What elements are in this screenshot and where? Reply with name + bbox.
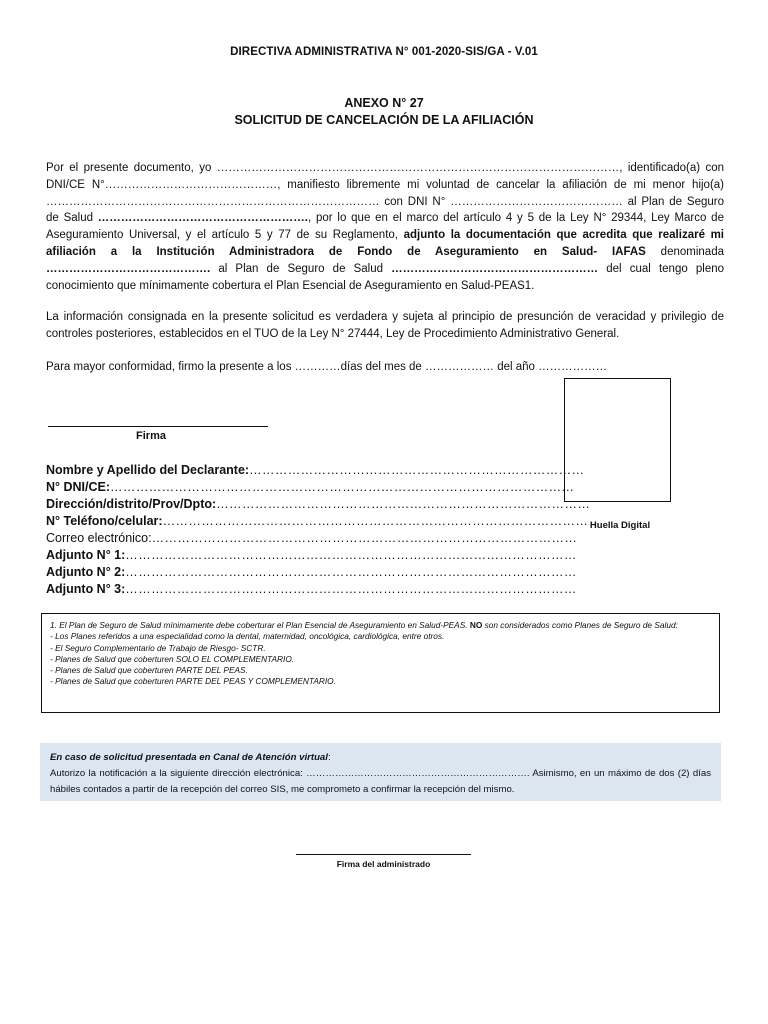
annex-number: ANEXO N° 27	[344, 96, 424, 110]
field-label: Correo electrónico:	[46, 531, 152, 545]
signature-line	[48, 426, 268, 427]
field-name[interactable]	[46, 462, 585, 479]
field-email[interactable]	[46, 530, 578, 547]
admin-signature-label: Firma del administrado	[336, 859, 431, 869]
notes-intro-text-2: son considerados como Planes de Seguro de Salud:	[482, 620, 678, 630]
field-label: Adjunto N° 1:	[46, 548, 126, 562]
field-dni[interactable]	[46, 479, 575, 496]
field-blank: ……………………………………………………………………………………………	[125, 582, 577, 596]
virtual-title: En caso de solicitud presentada en Canal de Atención virtual	[50, 752, 328, 763]
fingerprint-label: Huella Digital	[589, 520, 651, 531]
field-attachment-3[interactable]	[46, 581, 577, 598]
field-blank: ………………………………………………………………………………………	[151, 531, 578, 545]
field-label: N° Teléfono/celular:	[46, 514, 163, 528]
field-label: Adjunto N° 2:	[46, 565, 126, 579]
virtual-text: Autorizo la notificación a la siguiente dirección electrónica: ……………………………………………………………. Asimismo, en un máximo de dos (2) días hábiles contados a partir de la recepción del correo SIS, me comprometo a confirmar la recepción del mismo.	[50, 768, 711, 795]
declaration-text-3: denominada	[645, 245, 724, 258]
field-label: N° DNI/CE:	[46, 480, 111, 494]
field-label: Dirección/distrito/Prov/Dpto:	[46, 497, 217, 511]
notes-item: - El Seguro Complementario de Trabajo de Riesgo- SCTR.	[50, 642, 266, 653]
notes-item: - Planes de Salud que coberturen PARTE DEL PEAS Y COMPLEMENTARIO.	[50, 676, 336, 687]
signature-label: Firma	[136, 430, 166, 442]
notes-intro	[50, 620, 711, 631]
field-address[interactable]	[46, 496, 591, 513]
notes-intro-text-1: 1. El Plan de Seguro de Salud mínimamente debe coberturar el Plan Esencial de Aseguramiento en Salud-PEAS.	[50, 620, 470, 630]
field-label: Adjunto N° 3:	[46, 582, 126, 596]
notes-box	[41, 613, 720, 713]
conformity-paragraph: Para mayor conformidad, firmo la presente a los …………días del mes de ……………… del año ………………	[46, 361, 608, 373]
notes-item: - Planes de Salud que coberturen SOLO EL COMPLEMENTARIO.	[50, 653, 295, 664]
declaration-text-2: , por lo que en el marco del artículo 4 y 5 de la Ley N° 29344, Ley Marco de Aseguramiento Universal, y el artículo 5 y 77 de su Reglamento,	[46, 212, 724, 242]
field-blank: ……………………………………………………………………………………………	[125, 565, 577, 579]
field-blank: ……………………………………………………………………	[249, 463, 585, 477]
field-attachment-1[interactable]	[46, 547, 577, 564]
iafas-blank: …………………………………….	[46, 262, 211, 275]
field-blank: ………………………………………………………………………………………	[162, 514, 589, 528]
virtual-title-line	[50, 750, 711, 766]
fingerprint-box[interactable]	[564, 378, 671, 502]
directive-header: DIRECTIVA ADMINISTRATIVA N° 001-2020-SIS/GA - V.01	[230, 46, 538, 58]
declaration-text-1: Por el presente documento, yo ……………………………………………………………………………………………, identificado(a) con DNI/CE N°………………………………………, manifiesto libremente mi voluntad de cancelar la afiliación de mi menor hijo(a) …………………………………………………………………………… con DNI N° ……………………………………… al Plan de Seguro de Salud	[46, 162, 724, 225]
plan-blank-1: ……………………………………………….	[97, 212, 308, 225]
declaration-paragraph	[46, 160, 724, 294]
field-attachment-2[interactable]	[46, 564, 577, 581]
notes-item: - Los Planes referidos a una especialidad como la dental, maternidad, oncológica, cardiológica, entre otros.	[50, 631, 445, 642]
notes-item: - Planes de Salud que coberturen PARTE DEL PEAS.	[50, 665, 248, 676]
notes-intro-bold: NO	[469, 620, 483, 630]
field-phone[interactable]	[46, 513, 589, 530]
declaration-text-5: del cual tengo pleno conocimiento que mínimamente cobertura el Plan Esencial de Aseguramiento en Salud-PEAS1.	[46, 262, 725, 292]
field-blank: ……………………………………………………………………………………………	[125, 548, 577, 562]
virtual-title-colon: :	[327, 752, 331, 763]
plan-blank-2: ………………………………………………	[391, 262, 599, 275]
virtual-channel-box	[40, 743, 721, 801]
field-blank: ……………………………………………………………………………	[216, 497, 591, 511]
declarant-fields	[46, 462, 591, 598]
declaration-bold-statement: adjunto la documentación que acredita que realizaré mi afiliación a la Institución Administradora de Fondo de Aseguramiento en Salud- IAFAS	[46, 229, 724, 258]
document-title: SOLICITUD DE CANCELACIÓN DE LA AFILIACIÓN	[234, 113, 534, 127]
declaration-text-4: al Plan de Seguro de Salud	[210, 262, 392, 275]
field-label: Nombre y Apellido del Declarante:	[46, 463, 250, 477]
veracity-paragraph: La información consignada en la presente solicitud es verdadera y sujeta al principio de presunción de veracidad y privilegio de controles posteriores, establecidos en el TUO de la Ley N° 27444, Ley de Procedimiento Administrativo General.	[46, 311, 724, 340]
field-blank: ………………………………………………………………………………………………	[110, 480, 575, 494]
admin-signature-line	[296, 854, 471, 855]
